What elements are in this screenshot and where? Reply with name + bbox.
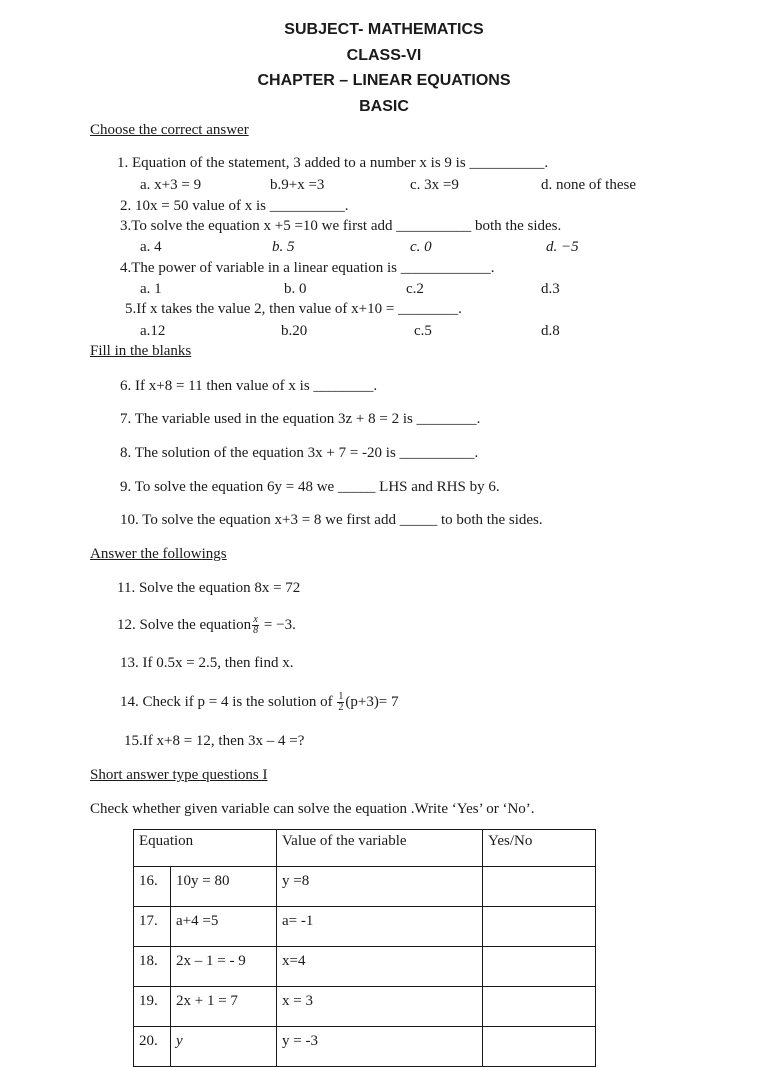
row-equation: 10y = 80: [171, 867, 277, 907]
subject-title: SUBJECT- MATHEMATICS: [284, 21, 484, 38]
verification-table: [133, 829, 596, 1067]
q12-fraction: [252, 615, 259, 636]
mcq-heading: Choose the correct answer: [90, 122, 249, 138]
q5-option-d: d.8: [541, 323, 560, 339]
question-4: 4.The power of variable in a linear equation is ____________.: [120, 260, 495, 276]
row-number: 19.: [134, 987, 171, 1027]
question-8: 8. The solution of the equation 3x + 7 = -20 is __________.: [120, 445, 479, 461]
question-9: 9. To solve the equation 6y = 48 we _____ LHS and RHS by 6.: [120, 479, 500, 495]
row-value: y = -3: [277, 1027, 483, 1067]
question-15: 15.If x+8 = 12, then 3x – 4 =?: [124, 733, 305, 749]
q3-option-d: d. −5: [546, 239, 579, 255]
q14-numerator: 1: [338, 691, 344, 703]
row-equation: a+4 =5: [171, 907, 277, 947]
q14-prefix: 14. Check if p = 4 is the solution of: [120, 694, 337, 710]
level-title: BASIC: [359, 98, 409, 115]
row-yesno-cell[interactable]: [483, 907, 596, 947]
row-yesno-cell[interactable]: [483, 947, 596, 987]
q1-option-d: d. none of these: [541, 177, 636, 193]
table-header-row: [134, 830, 596, 867]
q3-option-a: a. 4: [140, 239, 162, 255]
q12-suffix: = −3.: [260, 617, 296, 633]
question-3: 3.To solve the equation x +5 =10 we first add __________ both the sides.: [120, 218, 562, 234]
row-number: 16.: [134, 867, 171, 907]
q3-option-c: c. 0: [410, 239, 432, 255]
row-number: 18.: [134, 947, 171, 987]
short-answer-instruction: Check whether given variable can solve the equation .Write ‘Yes’ or ‘No’.: [90, 801, 535, 817]
q5-option-c: c.5: [414, 323, 432, 339]
class-title: CLASS-VI: [346, 47, 422, 64]
q12-prefix: 12. Solve the equation: [117, 617, 252, 633]
row-value: x = 3: [277, 987, 483, 1027]
table-row: [134, 907, 596, 947]
row-equation: y: [171, 1027, 277, 1067]
row-number: 20.: [134, 1027, 171, 1067]
q1-option-c: c. 3x =9: [410, 177, 459, 193]
q5-option-b: b.20: [281, 323, 308, 339]
q4-option-a: a. 1: [140, 281, 162, 297]
row-value: x=4: [277, 947, 483, 987]
question-1: 1. Equation of the statement, 3 added to a number x is 9 is __________.: [117, 155, 549, 171]
q12-numerator: x: [253, 614, 258, 626]
question-2: 2. 10x = 50 value of x is __________.: [120, 198, 349, 214]
question-13: 13. If 0.5x = 2.5, then find x.: [120, 655, 294, 671]
q14-fraction: [337, 692, 344, 713]
table-row: [134, 867, 596, 907]
question-14: [120, 689, 399, 715]
fill-heading: Fill in the blanks: [90, 343, 192, 359]
q3-option-b: b. 5: [272, 239, 295, 255]
q14-denominator: 2: [338, 702, 344, 714]
q4-option-b: b. 0: [284, 281, 307, 297]
chapter-title: CHAPTER – LINEAR EQUATIONS: [257, 72, 511, 89]
question-12: [117, 612, 296, 638]
header-value: Value of the variable: [277, 830, 483, 867]
header-yesno: Yes/No: [483, 830, 596, 867]
row-yesno-cell[interactable]: [483, 867, 596, 907]
q1-option-a: a. x+3 = 9: [140, 177, 202, 193]
table-row: [134, 947, 596, 987]
answer-heading: Answer the followings: [90, 546, 227, 562]
row-equation: 2x – 1 = - 9: [171, 947, 277, 987]
row-yesno-cell[interactable]: [483, 987, 596, 1027]
row-number: 17.: [134, 907, 171, 947]
question-11: 11. Solve the equation 8x = 72: [117, 580, 301, 596]
header-equation: Equation: [134, 830, 277, 867]
q5-option-a: a.12: [140, 323, 166, 339]
short-answer-heading: Short answer type questions I: [90, 767, 268, 783]
table-row: [134, 1027, 596, 1067]
q4-option-d: d.3: [541, 281, 560, 297]
row-yesno-cell[interactable]: [483, 1027, 596, 1067]
q12-denominator: 8: [253, 625, 259, 637]
q1-option-b: b.9+x =3: [270, 177, 325, 193]
row-equation: 2x + 1 = 7: [171, 987, 277, 1027]
q14-suffix: (p+3)= 7: [345, 694, 399, 710]
row-value: a= -1: [277, 907, 483, 947]
question-6: 6. If x+8 = 11 then value of x is ________.: [120, 378, 378, 394]
q4-option-c: c.2: [406, 281, 424, 297]
question-10: 10. To solve the equation x+3 = 8 we first add _____ to both the sides.: [120, 512, 543, 528]
row-value: y =8: [277, 867, 483, 907]
question-5: 5.If x takes the value 2, then value of x+10 = ________.: [125, 301, 462, 317]
table-row: [134, 987, 596, 1027]
question-7: 7. The variable used in the equation 3z + 8 = 2 is ________.: [120, 411, 481, 427]
